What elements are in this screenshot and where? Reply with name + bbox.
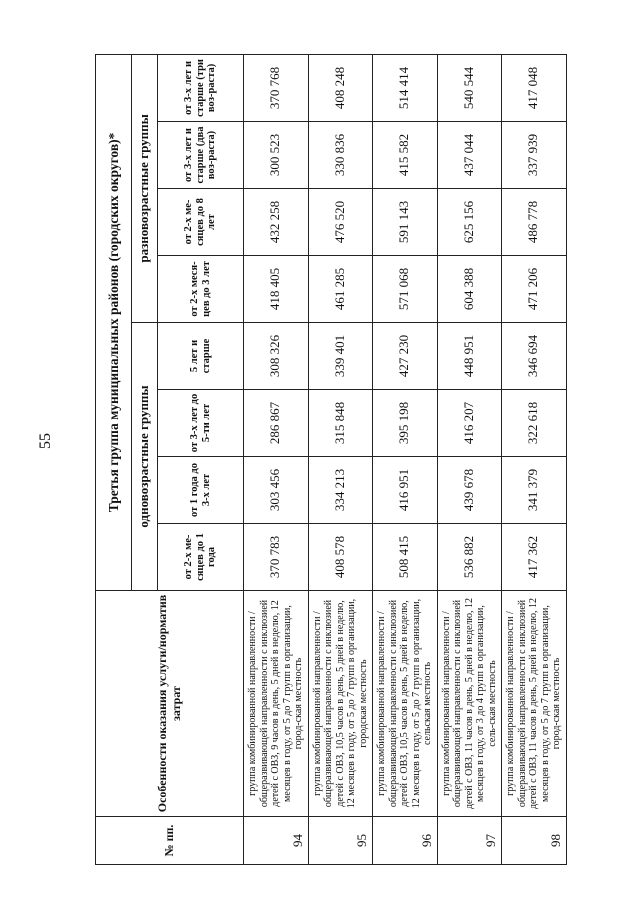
cell-value: 536 882 bbox=[437, 524, 502, 591]
cell-value: 418 405 bbox=[244, 256, 309, 323]
header-group-title: Третья группа муниципальных районов (городских округов)* bbox=[96, 54, 132, 590]
cell-value: 300 523 bbox=[244, 122, 309, 189]
cell-value: 286 867 bbox=[244, 390, 309, 457]
rotated-table-sheet bbox=[95, 55, 563, 865]
cell-value: 471 206 bbox=[502, 256, 567, 323]
cell-value: 330 836 bbox=[308, 122, 373, 189]
cell-value: 625 156 bbox=[437, 189, 502, 256]
cell-value: 439 678 bbox=[437, 457, 502, 524]
subheader: 5 лет и старше bbox=[158, 323, 244, 390]
subheader: от 2-х меся-цев до 3 лет bbox=[158, 256, 244, 323]
cell-value: 322 618 bbox=[502, 390, 567, 457]
cell-value: 508 415 bbox=[373, 524, 438, 591]
cell-value: 416 207 bbox=[437, 390, 502, 457]
cell-value: 315 848 bbox=[308, 390, 373, 457]
cell-value: 427 230 bbox=[373, 323, 438, 390]
subheader: от 3-х лет до 5-ти лет bbox=[158, 390, 244, 457]
cell-value: 308 326 bbox=[244, 323, 309, 390]
cell-value: 417 362 bbox=[502, 524, 567, 591]
cell-value: 370 783 bbox=[244, 524, 309, 591]
cell-value: 341 379 bbox=[502, 457, 567, 524]
cell-value: 395 198 bbox=[373, 390, 438, 457]
cost-norms-table bbox=[95, 54, 567, 865]
cell-value: 415 582 bbox=[373, 122, 438, 189]
cell-value: 486 778 bbox=[502, 189, 567, 256]
cell-value: 448 951 bbox=[437, 323, 502, 390]
cell-value: 604 388 bbox=[437, 256, 502, 323]
row-number: 98 bbox=[502, 817, 567, 865]
subheader: от 2-х ме-сяцев до 1 года bbox=[158, 524, 244, 591]
row-number: 97 bbox=[437, 817, 502, 865]
cell-value: 337 939 bbox=[502, 122, 567, 189]
subheader: от 3-х лет и старше (два воз-раста) bbox=[158, 122, 244, 189]
subheader: от 3-х лет и старше (три воз-раста) bbox=[158, 54, 244, 121]
cell-value: 408 578 bbox=[308, 524, 373, 591]
cell-value: 370 768 bbox=[244, 54, 309, 121]
row-description: группа комбинированной направленности / общеразвивающей направленности с инклюзией детей с ОВЗ, 9 часов в день, 5 дней в неделю, 12 месяцев в году, от 5 до 7 групп в организации, город-ская местность bbox=[244, 591, 309, 817]
cell-value: 416 951 bbox=[373, 457, 438, 524]
header-num: № пп. bbox=[96, 817, 244, 865]
cell-value: 514 414 bbox=[373, 54, 438, 121]
row-description: группа комбинированной направленности / общеразвивающей направленности с инклюзией детей с ОВЗ, 11 часов в день, 5 дней в неделю, 12 месяцев в году, от 3 до 4 групп в организации, сель-ская местность bbox=[437, 591, 502, 817]
cell-value: 591 143 bbox=[373, 189, 438, 256]
cell-value: 432 258 bbox=[244, 189, 309, 256]
cell-value: 417 048 bbox=[502, 54, 567, 121]
cell-value: 461 285 bbox=[308, 256, 373, 323]
header-single-age: одновозрастные группы bbox=[132, 323, 158, 591]
header-mixed-age: разновозрастные группы bbox=[132, 54, 158, 322]
row-description: группа комбинированной направленности / общеразвивающей направленности с инклюзией детей с ОВЗ, 10,5 часов в день, 5 дней в неделю, 12 месяцев в году, от 5 до 7 групп в организации, сельская местность bbox=[373, 591, 438, 817]
row-description: группа комбинированной направленности / общеразвивающей направленности с инклюзией детей с ОВЗ, 10,5 часов в день, 5 дней в неделю, 12 месяцев в году, от 5 до 7 групп в организации, городская местность bbox=[308, 591, 373, 817]
row-description: группа комбинированной направленности / общеразвивающей направленности с инклюзией детей с ОВЗ, 11 часов в день, 5 дней в неделю, 12 месяцев в году, от 5 до 7 групп в организации, город-ская местность bbox=[502, 591, 567, 817]
cell-value: 408 248 bbox=[308, 54, 373, 121]
cell-value: 476 520 bbox=[308, 189, 373, 256]
cell-value: 437 044 bbox=[437, 122, 502, 189]
page-number: 55 bbox=[37, 433, 54, 449]
subheader: от 2-х ме-сяцев до 8 лет bbox=[158, 189, 244, 256]
row-number: 95 bbox=[308, 817, 373, 865]
subheader: от 1 года до 3-х лет bbox=[158, 457, 244, 524]
row-number: 96 bbox=[373, 817, 438, 865]
cell-value: 334 213 bbox=[308, 457, 373, 524]
cell-value: 303 456 bbox=[244, 457, 309, 524]
header-description: Особенности оказания услуги/норматив затрат bbox=[96, 591, 244, 817]
cell-value: 571 068 bbox=[373, 256, 438, 323]
row-number: 94 bbox=[244, 817, 309, 865]
cell-value: 339 401 bbox=[308, 323, 373, 390]
cell-value: 346 694 bbox=[502, 323, 567, 390]
cell-value: 540 544 bbox=[437, 54, 502, 121]
